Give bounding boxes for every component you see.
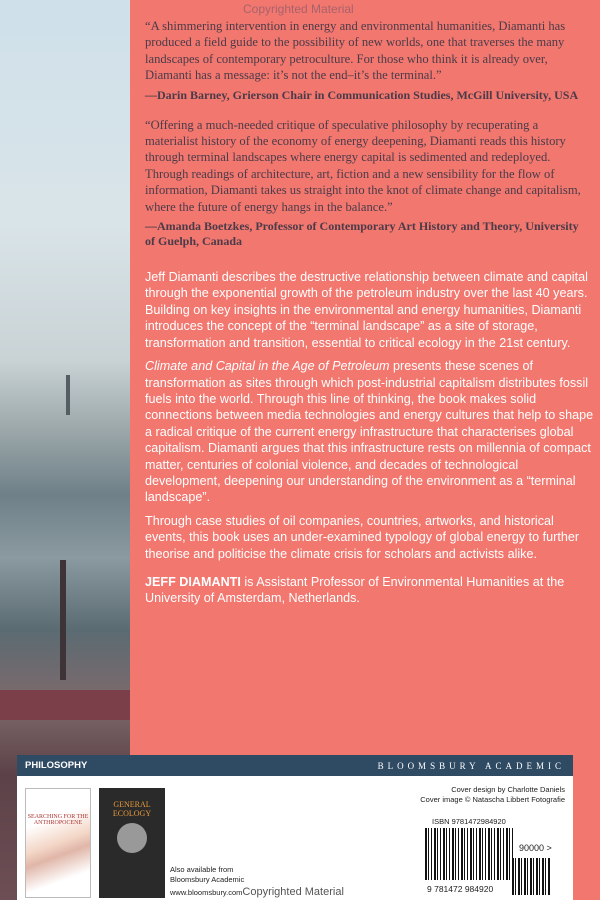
ship-deck — [0, 690, 130, 720]
endorsement-text: “Offering a much-needed critique of speculative philosophy by recuperating a materialist history of the economy of energy deepening, Diamanti reads this history through terminal landscapes where energy capital is sedimented and redeployed. Through readings of architecture, art, fiction and a new sensibility for the flow of information, Diamanti takes us straight into the knot of climate change and capitalism, where the future of energy hangs in the balance.” — [145, 117, 581, 214]
price-barcode — [512, 858, 550, 895]
cover-image-credit: Cover image © Natascha Libbert Fotografie — [420, 795, 565, 804]
related-book-title: SEARCHING FOR THE ANTHROPOCENE — [27, 814, 89, 826]
description-paragraph: Through case studies of oil companies, countries, artworks, and historical events, this book uses an under-examined typology of global energy to further theorise and politicise the climate crisis for scholars and activists alike. — [145, 513, 580, 561]
also-available: Also available from — [170, 865, 234, 874]
book-description — [145, 269, 595, 614]
barcode-number: 9 781472 984920 — [427, 884, 494, 894]
related-book-cover[interactable] — [99, 788, 165, 898]
author-bio — [145, 574, 595, 607]
also-available-publisher: Bloomsbury Academic — [170, 875, 245, 884]
back-cover-panel — [130, 0, 600, 752]
related-book-cover[interactable] — [25, 788, 91, 898]
description-paragraph: Jeff Diamanti describes the destructive relationship between climate and capital through the exponential growth of the petroleum industry over the last 40 years. Building on key insights in the environmental and energy humanities, Diamanti introduces the concept of the “terminal landscape” as a site of storage, transformation and transition, essential to critical ecology in the 21st century. — [145, 270, 588, 350]
category-bar — [17, 755, 573, 776]
endorsement-2 — [145, 117, 590, 249]
mast — [60, 560, 66, 680]
barcode — [425, 828, 515, 880]
publisher-band — [17, 755, 573, 900]
author-name: JEFF DIAMANTI — [145, 574, 241, 589]
watermark: Copyrighted Material — [242, 886, 344, 898]
category-label: PHILOSOPHY — [25, 760, 88, 771]
publisher-url[interactable] — [170, 886, 344, 899]
book-title: Climate and Capital in the Age of Petroleum — [145, 359, 390, 374]
url-text: www.bloomsbury.com — [170, 888, 243, 897]
endorsement-1 — [145, 18, 590, 103]
flower-image — [117, 823, 147, 853]
paragraph-text: presents these scenes of transformation as sites through which post-industrial capitalism distributes fossil fuels into the world. Through this line of thinking, the book makes solid connections between media technologies and energy cultures that help to shape a radical critique of the current energy infrastructure that characterises global capitalism. Diamanti argues that this infrastructure rests on millennia of compact matter, centuries of colonial violence, and decades of technological development, deepening our understanding of the environment as a “terminal landscape”. — [145, 359, 594, 505]
isbn: ISBN 9781472984920 — [432, 817, 506, 826]
endorsement-attribution: —Darin Barney, Grierson Chair in Communication Studies, McGill University, USA — [145, 87, 579, 102]
description-paragraph — [145, 358, 595, 506]
related-book-title: GENERAL ECOLOGY — [112, 800, 152, 818]
endorsement-text: “A shimmering intervention in energy and environmental humanities, Diamanti has produced a field guide to the possibility of new worlds, one that traverses the many landscapes of contemporary petroculture. For those who think it is already over, Diamanti has a message: it’s not the end–it’s the terminal.” — [145, 19, 566, 83]
watermark: Copyrighted Material — [243, 2, 354, 16]
author-bio-text: is Assistant Professor of Environmental Humanities at the University of Amsterdam, Netherlands. — [145, 574, 565, 606]
chimney — [66, 375, 70, 415]
endorsement-attribution: —Amanda Boetzkes, Professor of Contemporary Art History and Theory, University of Guelph, Canada — [145, 219, 579, 249]
price-code: 90000 > — [519, 843, 552, 853]
cover-design-credit: Cover design by Charlotte Daniels — [451, 785, 565, 794]
publisher-name: BLOOMSBURY ACADEMIC — [377, 760, 565, 771]
